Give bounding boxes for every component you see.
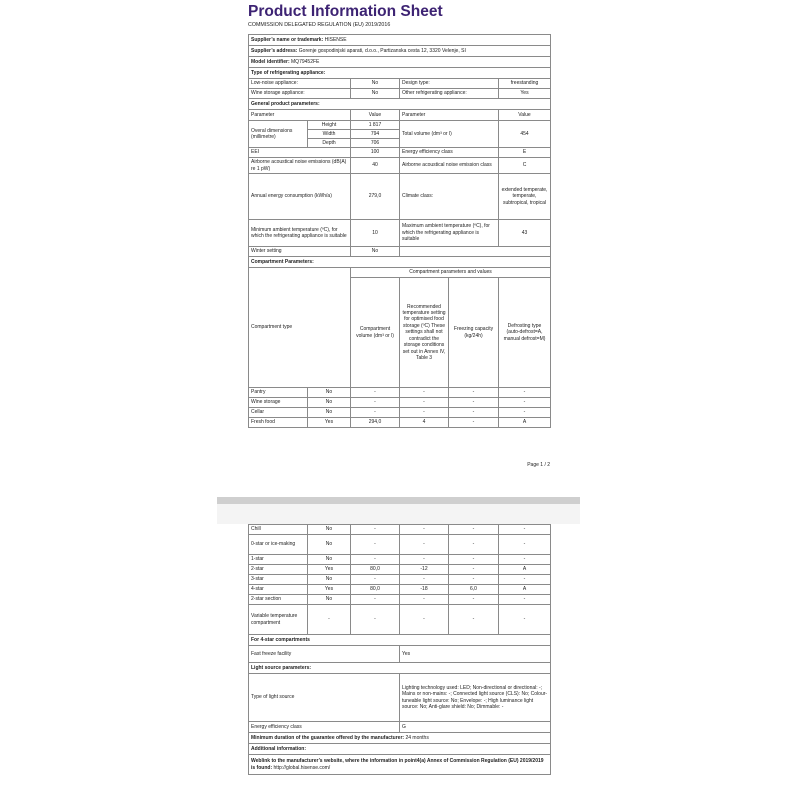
guarantee-row bbox=[249, 733, 551, 744]
width-label: Width bbox=[308, 130, 351, 139]
compartment-volume-cell: - bbox=[351, 555, 400, 565]
compartment-volume-cell: - bbox=[351, 575, 400, 585]
compartment-name-cell: 4-star bbox=[249, 585, 308, 595]
compartment-row bbox=[249, 388, 551, 398]
climate-class-label: Climate class: bbox=[400, 174, 499, 220]
total-volume-value: 454 bbox=[499, 121, 551, 148]
compartment-freezing-cell: - bbox=[449, 535, 499, 555]
compartment-volume-header: Compartment volume (dm³ or l) bbox=[351, 278, 400, 388]
compartment-freezing-cell: 6,0 bbox=[449, 585, 499, 595]
compartment-name-cell: 2-star section bbox=[249, 595, 308, 605]
width-value: 794 bbox=[351, 130, 400, 139]
compartment-present-cell: No bbox=[308, 595, 351, 605]
defrosting-type-header: Defrosting type (auto-defrost=A, manual defrost=M) bbox=[499, 278, 551, 388]
compartment-present-cell: No bbox=[308, 388, 351, 398]
compartment-volume-cell: - bbox=[351, 398, 400, 408]
compartment-present-cell: Yes bbox=[308, 565, 351, 575]
compartment-temp-cell: - bbox=[400, 605, 449, 635]
compartment-freezing-cell: - bbox=[449, 555, 499, 565]
value-header: Value bbox=[351, 110, 400, 121]
low-noise-value: No bbox=[351, 79, 400, 89]
compartment-name-cell: 3-star bbox=[249, 575, 308, 585]
compartment-temp-cell: - bbox=[400, 408, 449, 418]
page-title: Product Information Sheet bbox=[248, 3, 443, 20]
compartment-defrost-cell: - bbox=[499, 595, 551, 605]
compartment-present-cell: No bbox=[308, 398, 351, 408]
annual-energy-label: Annual energy consumption (kWh/a) bbox=[249, 174, 351, 220]
parameter-header-2: Parameter bbox=[400, 110, 499, 121]
compartment-volume-cell: - bbox=[351, 595, 400, 605]
compartment-volume-cell: - bbox=[351, 525, 400, 535]
low-noise-label: Low-noise appliance: bbox=[249, 79, 351, 89]
compartment-row bbox=[249, 575, 551, 585]
compartment-row bbox=[249, 525, 551, 535]
compartment-present-cell: No bbox=[308, 408, 351, 418]
compartment-present-cell: No bbox=[308, 535, 351, 555]
additional-heading: Additional information: bbox=[249, 744, 551, 755]
compartment-row bbox=[249, 565, 551, 575]
noise-value: 40 bbox=[351, 158, 400, 174]
compartment-volume-cell: - bbox=[351, 388, 400, 398]
compartment-name-cell: Cellar bbox=[249, 408, 308, 418]
light-class-value: G bbox=[400, 722, 551, 733]
compartment-name-cell: 2-star bbox=[249, 565, 308, 575]
compartment-present-cell: No bbox=[308, 575, 351, 585]
climate-class-value: extended temperate, temperate, subtropical, tropical bbox=[499, 174, 551, 220]
other-appliance-value: Yes bbox=[499, 89, 551, 99]
compartment-volume-cell: 80,0 bbox=[351, 585, 400, 595]
min-temp-label: Minimum ambient temperature (ºC), for which the refrigerating appliance is suitable bbox=[249, 220, 351, 247]
wine-storage-value: No bbox=[351, 89, 400, 99]
compartment-temp-cell: -18 bbox=[400, 585, 449, 595]
annual-energy-value: 279,0 bbox=[351, 174, 400, 220]
compartment-name-cell: Fresh food bbox=[249, 418, 308, 428]
eei-label: EEI bbox=[249, 148, 351, 158]
design-type-label: Design type: bbox=[400, 79, 499, 89]
page-separator bbox=[217, 497, 580, 504]
weblink-value[interactable]: http://global.hisense.com/ bbox=[273, 764, 331, 771]
compartment-freezing-cell: - bbox=[449, 575, 499, 585]
compartment-defrost-cell: - bbox=[499, 398, 551, 408]
compartment-volume-cell: 294,0 bbox=[351, 418, 400, 428]
compartment-present-cell: No bbox=[308, 555, 351, 565]
min-temp-value: 10 bbox=[351, 220, 400, 247]
depth-value: 706 bbox=[351, 139, 400, 148]
compartment-row bbox=[249, 605, 551, 635]
compartment-name-cell: Pantry bbox=[249, 388, 308, 398]
weblink-row bbox=[249, 755, 551, 775]
compartment-defrost-cell: A bbox=[499, 585, 551, 595]
model-label: Model identifier: bbox=[251, 58, 290, 65]
page-1 bbox=[248, 0, 550, 475]
compartment-row bbox=[249, 595, 551, 605]
compartment-defrost-cell: - bbox=[499, 555, 551, 565]
supplier-row bbox=[249, 35, 551, 46]
height-value: 1 817 bbox=[351, 121, 400, 130]
compartment-present-cell: No bbox=[308, 525, 351, 535]
fast-freeze-value: Yes bbox=[400, 646, 551, 663]
fast-freeze-label: Fast freeze facility bbox=[249, 646, 400, 663]
freezing-capacity-header: Freezing capacity (kg/24h) bbox=[449, 278, 499, 388]
compartment-temp-cell: - bbox=[400, 595, 449, 605]
compartment-name-cell: Wine storage bbox=[249, 398, 308, 408]
compartment-freezing-cell: - bbox=[449, 418, 499, 428]
compartment-defrost-cell: - bbox=[499, 575, 551, 585]
compartment-volume-cell: - bbox=[351, 605, 400, 635]
compartment-temp-cell: - bbox=[400, 535, 449, 555]
compartment-volume-cell: - bbox=[351, 408, 400, 418]
noise-class-label: Airborne acoustical noise emission class bbox=[400, 158, 499, 174]
compartment-row bbox=[249, 535, 551, 555]
compartment-row bbox=[249, 585, 551, 595]
max-temp-label: Maximum ambient temperature (ºC), for which the refrigerating appliance is suitable bbox=[400, 220, 499, 247]
compartment-volume-cell: 80,0 bbox=[351, 565, 400, 575]
overall-dimensions-label: Overal dimensions (millimetre) bbox=[249, 121, 308, 148]
supplier-label: Supplier’s name or trademark: bbox=[251, 36, 324, 43]
noise-label: Airborne acoustical noise emissions (dB(A) re 1 pW) bbox=[249, 158, 351, 174]
compartment-temp-cell: 4 bbox=[400, 418, 449, 428]
compartment-temp-cell: - bbox=[400, 388, 449, 398]
compartment-freezing-cell: - bbox=[449, 525, 499, 535]
compartment-row bbox=[249, 555, 551, 565]
wine-storage-label: Wine storage appliance: bbox=[249, 89, 351, 99]
compartment-defrost-cell: - bbox=[499, 535, 551, 555]
supplier-value: HISENSE bbox=[324, 36, 347, 43]
compartment-row bbox=[249, 398, 551, 408]
compartment-freezing-cell: - bbox=[449, 388, 499, 398]
compartment-name-cell: 1-star bbox=[249, 555, 308, 565]
energy-class-label: Energy efficiency class bbox=[400, 148, 499, 158]
compartment-freezing-cell: - bbox=[449, 408, 499, 418]
compartment-defrost-cell: - bbox=[499, 605, 551, 635]
compartment-defrost-cell: - bbox=[499, 525, 551, 535]
product-info-table-continued bbox=[248, 524, 551, 775]
compartment-freezing-cell: - bbox=[449, 595, 499, 605]
type-heading: Type of refrigerating appliance: bbox=[249, 68, 551, 79]
model-row bbox=[249, 57, 551, 68]
compartment-freezing-cell: - bbox=[449, 605, 499, 635]
light-class-label: Energy efficiency class bbox=[249, 722, 400, 733]
max-temp-value: 43 bbox=[499, 220, 551, 247]
light-type-label: Type of light source bbox=[249, 674, 400, 722]
noise-class-value: C bbox=[499, 158, 551, 174]
compartment-freezing-cell: - bbox=[449, 398, 499, 408]
recommended-temp-header: Recommended temperature setting for optimised food storage (ºC) These settings shall not contradict the storage conditions set out in Annex IV, Table 3 bbox=[400, 278, 449, 388]
address-label: Supplier’s address: bbox=[251, 47, 298, 54]
compartment-defrost-cell: - bbox=[499, 408, 551, 418]
compartment-type-header: Compartment type bbox=[249, 268, 351, 388]
compartment-defrost-cell: A bbox=[499, 565, 551, 575]
compartment-row bbox=[249, 418, 551, 428]
page-gap bbox=[217, 504, 580, 524]
compartment-name-cell: 0-star or ice-making bbox=[249, 535, 308, 555]
compartment-temp-cell: - bbox=[400, 525, 449, 535]
eei-value: 100 bbox=[351, 148, 400, 158]
compartment-temp-cell: - bbox=[400, 575, 449, 585]
winter-setting-value: No bbox=[351, 247, 400, 257]
compartment-temp-cell: - bbox=[400, 555, 449, 565]
product-info-table bbox=[248, 34, 551, 428]
compartment-name-cell: Chill bbox=[249, 525, 308, 535]
general-heading: General product parameters: bbox=[249, 99, 551, 110]
compartment-temp-cell: - bbox=[400, 398, 449, 408]
depth-label: Depth bbox=[308, 139, 351, 148]
guarantee-label: Minimum duration of the guarantee offered by the manufacturer: bbox=[251, 734, 405, 741]
winter-setting-label: Winter setting bbox=[249, 247, 351, 257]
other-appliance-label: Other refrigerating appliance: bbox=[400, 89, 499, 99]
light-heading: Light source parameters: bbox=[249, 663, 551, 674]
compartment-heading: Compartment Parameters: bbox=[249, 257, 551, 268]
page-number: Page 1 / 2 bbox=[527, 462, 550, 468]
height-label: Height bbox=[308, 121, 351, 130]
regulation-subtitle: COMMISSION DELEGATED REGULATION (EU) 2019/2016 bbox=[248, 22, 391, 28]
design-type-value: freestanding bbox=[499, 79, 551, 89]
weblink-label: Weblink to the manufacturer’s website, where the information in point4(a) Annex of Commission Regulation (EU) 2019/2019 is found: bbox=[251, 758, 544, 771]
address-value: Gorenje gospodinjski aparati, d.o.o., Partizanska cesta 12, 3320 Velenje, SI bbox=[298, 47, 466, 54]
four-star-heading: For 4-star compartments bbox=[249, 635, 551, 646]
compartment-row bbox=[249, 408, 551, 418]
total-volume-label: Total volume (dm³ or l) bbox=[400, 121, 499, 148]
blank-cell bbox=[400, 247, 551, 257]
compartment-temp-cell: -12 bbox=[400, 565, 449, 575]
compartment-params-header: Compartment parameters and values bbox=[351, 268, 551, 278]
compartment-present-cell: Yes bbox=[308, 585, 351, 595]
energy-class-value: E bbox=[499, 148, 551, 158]
compartment-present-cell: - bbox=[308, 605, 351, 635]
compartment-defrost-cell: - bbox=[499, 388, 551, 398]
model-value: MQ79452FE bbox=[291, 58, 320, 65]
value-header-2: Value bbox=[499, 110, 551, 121]
compartment-name-cell: Variable temperature compartment bbox=[249, 605, 308, 635]
compartment-freezing-cell: - bbox=[449, 565, 499, 575]
guarantee-value: 24 months bbox=[405, 734, 429, 741]
parameter-header: Parameter bbox=[249, 110, 351, 121]
page-2 bbox=[248, 524, 550, 800]
light-type-value: Lighting technology used: LED; Non-directional or directional: -; Mains or non-mains: -; Connected light source (CLS): No; Colour-tuneable light source: No; Envelope: -; High luminance light source: No; Anti-glare shield: No; Dimmable: - bbox=[400, 674, 551, 722]
address-row bbox=[249, 46, 551, 57]
compartment-defrost-cell: A bbox=[499, 418, 551, 428]
compartment-volume-cell: - bbox=[351, 535, 400, 555]
compartment-present-cell: Yes bbox=[308, 418, 351, 428]
